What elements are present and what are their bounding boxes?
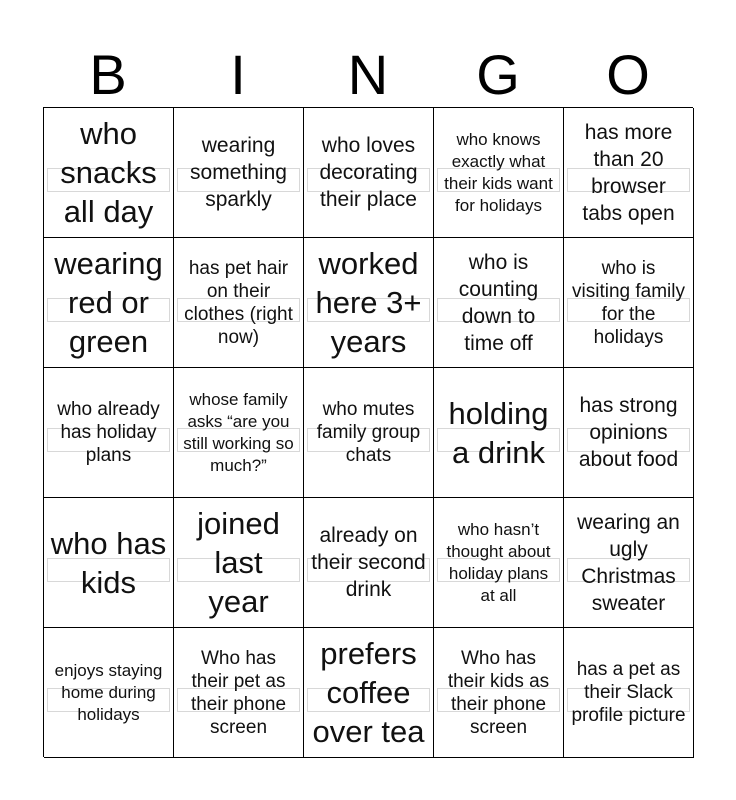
cell-text: who loves decorating their place <box>319 134 418 211</box>
header-letter-o: O <box>606 43 650 106</box>
cell-text: joined last year <box>197 506 280 619</box>
bingo-cell[interactable] <box>564 108 694 238</box>
cell-text: has more than 20 browser tabs open <box>582 120 675 225</box>
cell-text: who knows exactly what their kids want for holidays <box>444 129 553 215</box>
bingo-cell[interactable] <box>174 108 304 238</box>
cell-text: holding a drink <box>448 395 549 470</box>
cell-text: enjoys staying home during holidays <box>54 660 163 724</box>
cell-text: wearing an ugly Christmas sweater <box>577 510 680 615</box>
bingo-cell[interactable] <box>304 628 434 758</box>
bingo-cell[interactable] <box>434 628 564 758</box>
bingo-cell[interactable] <box>434 238 564 368</box>
cell-text: Who has their kids as their phone screen <box>447 647 550 738</box>
bingo-cell[interactable] <box>44 108 174 238</box>
cell-text: who snacks all day <box>60 116 157 229</box>
bingo-cell[interactable] <box>434 108 564 238</box>
cell-text: who mutes family group chats <box>316 399 421 466</box>
bingo-cell[interactable] <box>44 238 174 368</box>
header-letter-i: I <box>230 43 246 106</box>
bingo-header <box>43 44 693 106</box>
cell-text: whose family asks “are you still working so much?” <box>183 389 294 475</box>
cell-text: already on their second drink <box>311 524 426 601</box>
cell-text: has a pet as their Slack profile picture <box>571 659 686 726</box>
bingo-cell[interactable] <box>304 108 434 238</box>
cell-text: has strong opinions about food <box>578 394 679 471</box>
bingo-cell[interactable] <box>174 368 304 498</box>
bingo-cell[interactable] <box>564 368 694 498</box>
bingo-cell[interactable] <box>434 368 564 498</box>
bingo-cell[interactable] <box>304 498 434 628</box>
cell-text: wearing something sparkly <box>190 134 287 211</box>
cell-text: prefers coffee over tea <box>312 636 425 749</box>
bingo-cell[interactable] <box>564 238 694 368</box>
cell-text: has pet hair on their clothes (right now) <box>184 257 293 348</box>
bingo-cell[interactable] <box>174 238 304 368</box>
header-letter-n: N <box>347 43 389 106</box>
cell-text: Who has their pet as their phone screen <box>190 647 287 738</box>
bingo-cell[interactable] <box>304 368 434 498</box>
cell-text: who already has holiday plans <box>57 399 160 466</box>
cell-text: worked here 3+ years <box>315 246 422 359</box>
bingo-cell[interactable] <box>304 238 434 368</box>
bingo-cell[interactable] <box>434 498 564 628</box>
cell-text: who has kids <box>50 525 167 600</box>
bingo-cell[interactable] <box>564 628 694 758</box>
bingo-cell[interactable] <box>44 368 174 498</box>
bingo-cell[interactable] <box>174 628 304 758</box>
cell-text: who is visiting family for the holidays <box>572 257 685 348</box>
bingo-cell[interactable] <box>564 498 694 628</box>
header-letter-b: B <box>89 43 127 106</box>
bingo-cell[interactable] <box>174 498 304 628</box>
cell-text: wearing red or green <box>54 246 163 359</box>
cell-text: who is counting down to time off <box>458 250 539 355</box>
bingo-board <box>43 107 693 757</box>
header-letter-g: G <box>476 43 520 106</box>
bingo-cell[interactable] <box>44 628 174 758</box>
bingo-cell[interactable] <box>44 498 174 628</box>
cell-text: who hasn’t thought about holiday plans at all <box>446 519 551 605</box>
